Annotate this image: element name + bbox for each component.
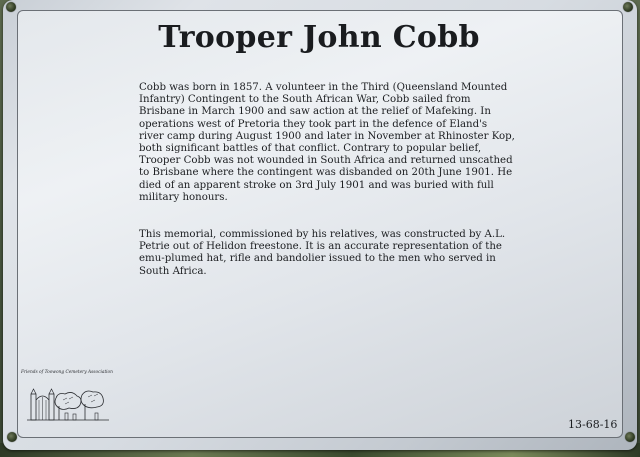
cemetery-gate-illustration bbox=[25, 380, 111, 424]
plaque-title: Trooper John Cobb bbox=[158, 20, 480, 55]
screw-top-left bbox=[6, 2, 16, 12]
plaque-paragraph-1: Cobb was born in 1857. A volunteer in the Third (Queensland Mounted Infantry) Contingent to the South African War, Cobb sailed from Brisbane in March 1900 and saw action at the relief of Mafeking. In operations west of Pretoria they took part in the defence of Eland's river camp during August 1900 and later in November at Rhinoster Kop, both significant battles of that conflict. Contrary to popular belief, Trooper Cobb was not wounded in South Africa and returned unscathed to Brisbane where the contingent was disbanded on 20th June 1901. He died of an apparent stroke on 3rd July 1901 and was buried with full military honours. bbox=[139, 82, 515, 203]
screw-top-right bbox=[623, 2, 633, 12]
plaque-reference-number: 13-68-16 bbox=[568, 418, 618, 431]
memorial-plaque bbox=[3, 0, 637, 450]
plaque-paragraph-2: This memorial, commissioned by his relatives, was constructed by A.L. Petrie out of Helidon freestone. It is an accurate representation of the emu-plumed hat, rifle and bandolier issued to the men who served in South Africa. bbox=[139, 229, 506, 277]
screw-bottom-right bbox=[625, 432, 635, 442]
screw-bottom-left bbox=[7, 432, 17, 442]
logo-caption: Friends of Toowong Cemetery Association bbox=[21, 370, 113, 375]
association-logo bbox=[21, 370, 113, 426]
